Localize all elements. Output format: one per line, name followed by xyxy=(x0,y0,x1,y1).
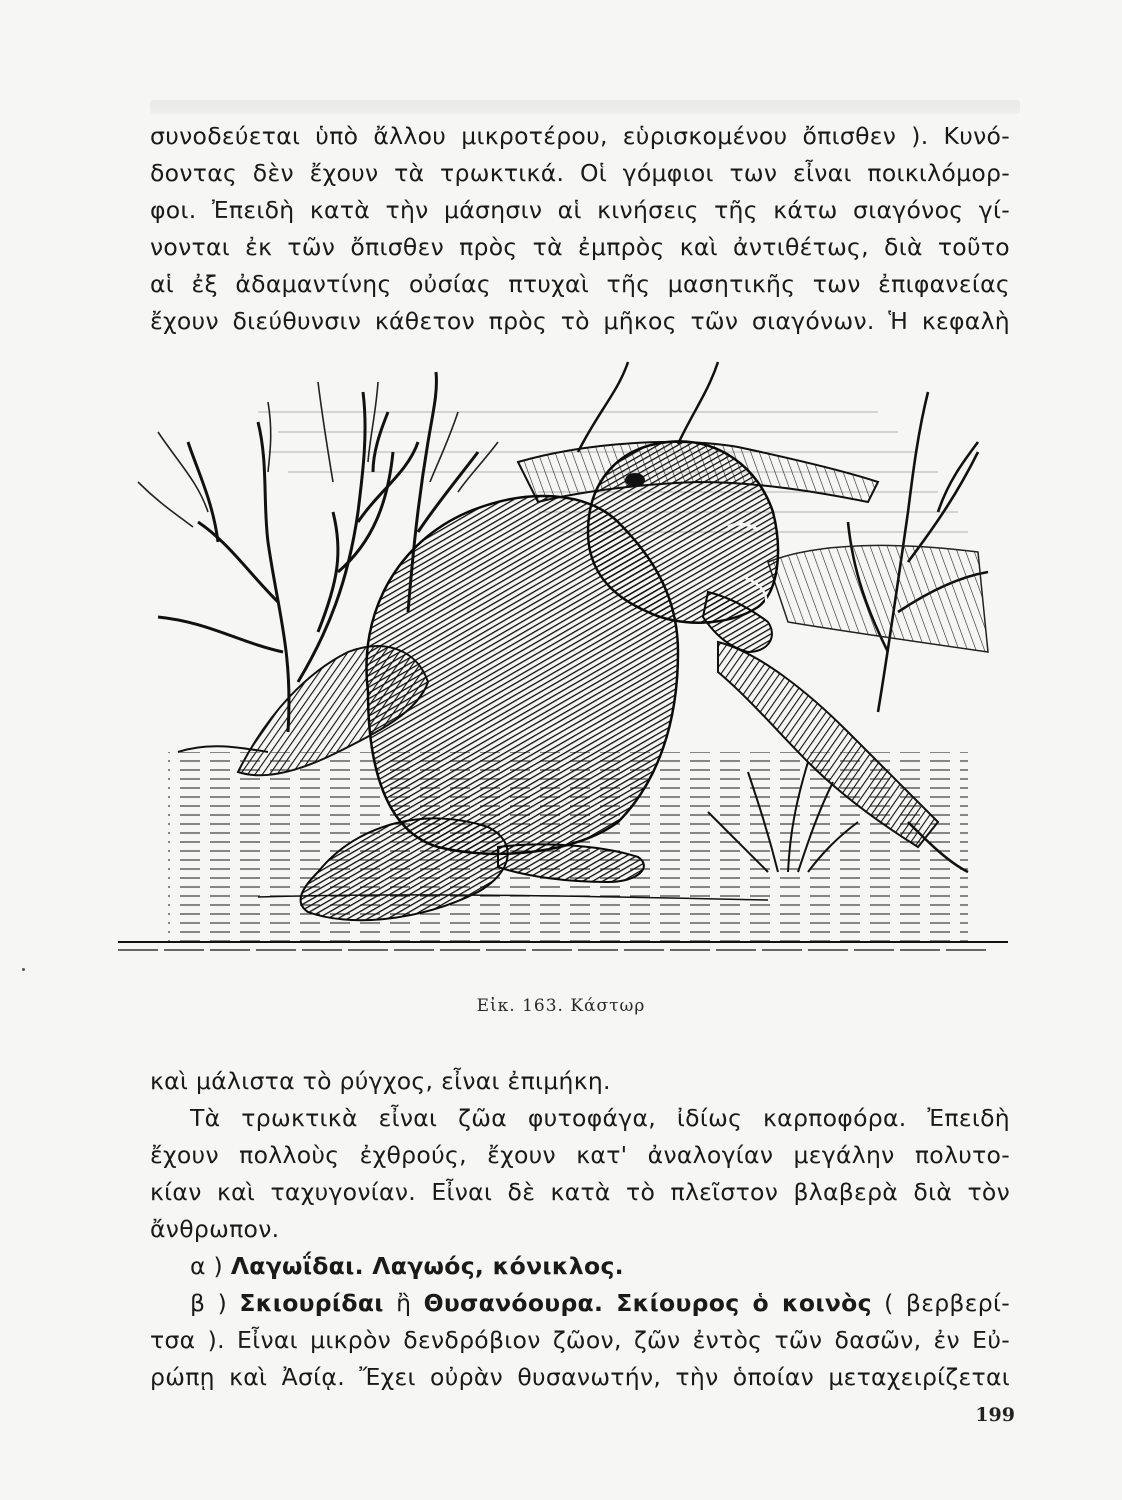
text-line: κίαν καὶ ταχυγονίαν. Εἶναι δὲ κατὰ τὸ πλεῖστον βλαβερὰ διὰ τὸν xyxy=(150,1178,1010,1206)
text-line: δοντας δὲν ἔχουν τὰ τρωκτικά. Οἱ γόμφιοι των εἶναι ποικιλόμορ- xyxy=(150,159,1010,187)
beaver-illustration xyxy=(118,352,1008,964)
text-line: Τὰ τρωκτικὰ εἶναι ζῶα φυτοφάγα, ἰδίως καρποφόρα. Ἐπειδὴ xyxy=(190,1104,1010,1132)
top-paragraph xyxy=(150,118,1010,340)
list-item-b xyxy=(150,1285,1010,1322)
text-line: ἔχουν πολλοὺς ἐχθρούς, ἔχουν κατ' ἀναλογίαν μεγάλην πολυτο- xyxy=(150,1141,1010,1169)
text-line: τσα ). Εἶναι μικρὸν δενδρόβιον ζῶον, ζῶν ἐντὸς τῶν δασῶν, ἐν Εὐ- xyxy=(150,1326,1010,1354)
text-line: συνοδεύεται ὑπὸ ἄλλου μικροτέρου, εὑρισκομένου ὄπισθεν ). Κυνό- xyxy=(150,122,1010,150)
text-line: φοι. Ἐπειδὴ κατὰ τὴν μάσησιν αἱ κινήσεις τῆς κάτω σιαγόνος γί- xyxy=(150,196,1010,224)
beaver-engraving xyxy=(118,352,1008,964)
page-number: 199 xyxy=(975,1404,1015,1426)
bottom-section xyxy=(150,1063,1010,1396)
text-line: ἄνθρωπον. xyxy=(150,1215,280,1243)
text-line: καὶ μάλιστα τὸ ρύγχος, εἶναι ἐπιμήκη. xyxy=(150,1067,611,1095)
list-item-a xyxy=(150,1248,1010,1285)
list-marker: β ) xyxy=(190,1289,228,1317)
figure-caption: Εἰκ. 163. Κάστωρ xyxy=(476,996,646,1016)
text-line: ρώπῃ καὶ Ἀσίᾳ. Ἔχει οὐρὰν θυσανωτήν, τὴν ὁποίαν μεταχειρίζεται xyxy=(150,1363,1010,1391)
text-line: νονται ἐκ τῶν ὄπισθεν πρὸς τὰ ἐμπρὸς καὶ ἀντιθέτως, διὰ τοῦτο xyxy=(150,233,1010,261)
bold-heading: Θυσανόουρα. Σκίουρος ὁ κοινὸς xyxy=(423,1289,872,1317)
list-marker: α ) xyxy=(190,1252,224,1280)
bold-heading: Λαγωΐδαι. Λαγωός, κόνικλος. xyxy=(230,1252,624,1280)
connector-word: ἢ xyxy=(396,1289,412,1317)
paper-speck xyxy=(22,968,25,971)
bleed-through-text xyxy=(150,100,1020,114)
text-fragment: ( βερβερί- xyxy=(884,1289,1010,1317)
bold-heading: Σκιουρίδαι xyxy=(239,1289,384,1317)
text-line: ἔχουν διεύθυνσιν κάθετον πρὸς τὸ μῆκος τῶν σιαγόνων. Ἡ κεφαλὴ xyxy=(150,307,1010,335)
text-line: αἱ ἐξ ἀδαμαντίνης οὐσίας πτυχαὶ τῆς μασητικῆς των ἐπιφανείας xyxy=(150,270,1010,298)
